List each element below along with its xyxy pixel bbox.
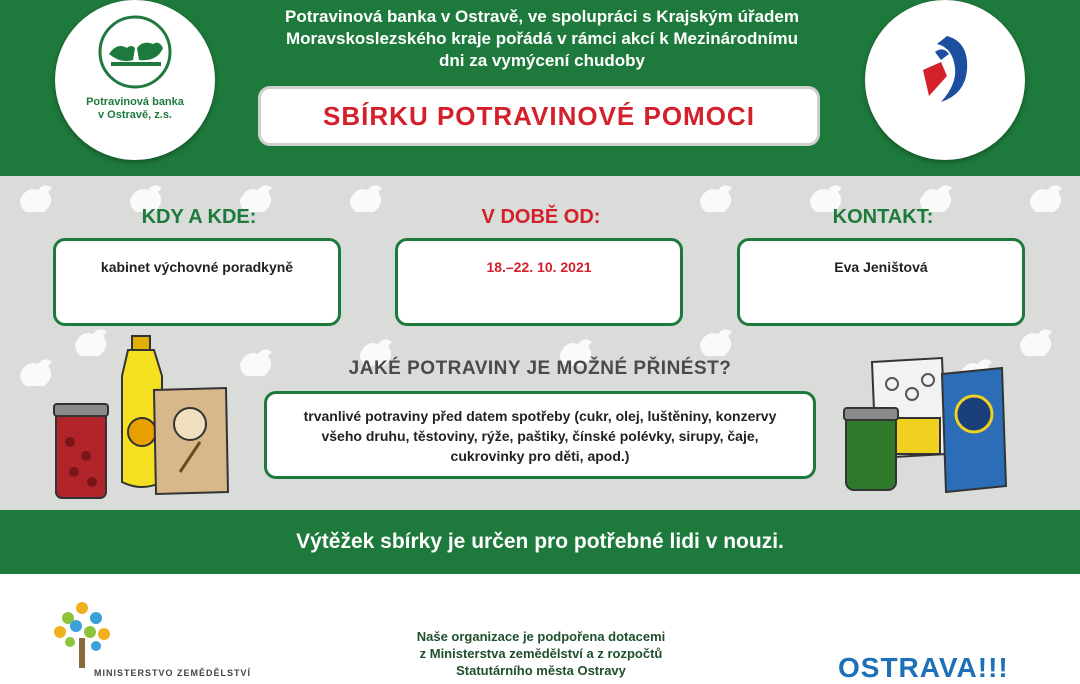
- support-line: z Ministerstva zemědělství a z rozpočtů: [419, 646, 663, 661]
- support-line: Statutárního města Ostravy: [456, 663, 626, 678]
- region-logo: [865, 0, 1025, 160]
- intro-text: [232, 6, 852, 72]
- where-box: [53, 238, 341, 326]
- birds-logo-icon: [97, 14, 173, 90]
- foods-line: všeho druhu, těstoviny, rýže, paštiky, čínské polévky, sirupy, čaje,: [321, 428, 759, 444]
- closing-text: Výtěžek sbírky je určen pro potřebné lidi v nouzi.: [296, 530, 784, 553]
- pickles-jar-icon: [844, 408, 898, 490]
- title-box: [258, 86, 820, 146]
- logo-line-1: Potravinová banka: [86, 96, 184, 108]
- contact-box: [737, 238, 1025, 326]
- logo-line-2: v Ostravě, z.s.: [98, 109, 172, 121]
- ministry-tree-icon: [48, 598, 118, 668]
- contact-value: Eva Jeništová: [834, 259, 928, 275]
- flour-bag-icon: [154, 388, 228, 494]
- foods-line: trvanlivé potraviny před datem spotřeby (cukr, olej, luštěniny, konzervy: [303, 408, 777, 424]
- intro-line: dni za vymýcení chudoby: [439, 51, 645, 70]
- ministry-logo-text: MINISTERSTVO ZEMĚDĚLSTVÍ: [94, 668, 252, 678]
- intro-line: Potravinová banka v Ostravě, ve spolupráci s Krajským úřadem: [284, 7, 799, 26]
- section-heading-where: KDY A KDE:: [141, 206, 257, 228]
- foods-box: [264, 391, 816, 479]
- where-value: kabinet výchovné poradkyně: [100, 259, 294, 275]
- support-line: Naše organizace je podpořena dotacemi: [416, 629, 666, 644]
- jar-icon: [54, 404, 108, 498]
- food-illustration-right: [842, 354, 1032, 496]
- foods-question: JAKÉ POTRAVINY JE MOŽNÉ PŘINÉST?: [348, 358, 732, 379]
- food-illustration-left: [50, 332, 240, 502]
- ostrava-logo: OSTRAVA!!!: [838, 652, 1009, 683]
- date-value: 18.–22. 10. 2021: [486, 259, 592, 275]
- section-heading-contact: KONTAKT:: [832, 206, 934, 228]
- foods-line: cukrovinky pro děti, apod.): [450, 448, 630, 464]
- region-logo-icon: [917, 32, 973, 104]
- food-bank-logo: [55, 0, 215, 160]
- page-title: SBÍRKU POTRAVINOVÉ POMOCI: [323, 100, 755, 131]
- closing-band: [0, 510, 1080, 574]
- support-text: [380, 628, 702, 679]
- cereal-box-icon: [942, 368, 1006, 492]
- date-box: [395, 238, 683, 326]
- food-bank-logo-text: [55, 96, 215, 122]
- section-heading-date: V DOBĚ OD:: [481, 206, 601, 228]
- intro-line: Moravskoslezského kraje pořádá v rámci akcí k Mezinárodnímu: [285, 29, 799, 48]
